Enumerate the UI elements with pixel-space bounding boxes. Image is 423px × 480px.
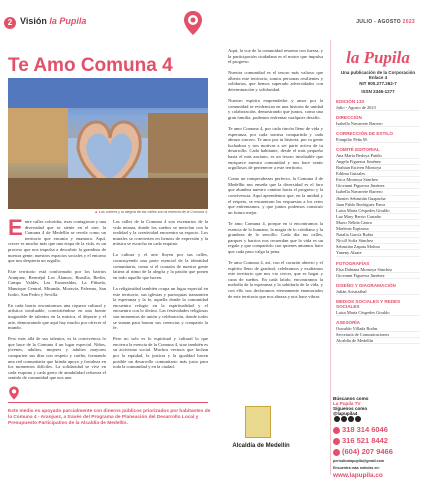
facebook-icon[interactable] (334, 416, 340, 422)
footer-divider (8, 402, 208, 403)
credit-heading: DISEÑO Y DIAGRAMACIÓN (336, 282, 396, 288)
social-label-3: Síguenos como (333, 406, 368, 411)
page-header (0, 0, 423, 44)
article-column-2 (113, 219, 208, 375)
social-label-1: Búscanos como (333, 396, 369, 401)
website-link[interactable]: www.lapupila.co (333, 472, 383, 479)
photo-caption: ▲ Los colores y la alegría de las calles son la esencia de la Comuna 4. (94, 210, 208, 214)
social-handle[interactable]: @lapupila4 (333, 411, 358, 416)
credit-line: Alcaldía de Medellín (336, 338, 420, 344)
phone-icon (333, 449, 340, 456)
credit-heading: CORRECCIÓN DE ESTILO (336, 130, 393, 136)
credit-line: Pompilio Peña M. (336, 137, 420, 143)
heart-hands-image (8, 78, 208, 209)
article-column-3 (228, 48, 323, 305)
article-column-1 (8, 215, 106, 386)
credit-line: Julio - Agosto de 2023 (336, 105, 420, 111)
credit-line: Luz Mary Berrio Castaño (336, 214, 420, 220)
credit-list (336, 289, 420, 295)
phone-mobile-1[interactable]: 318 314 6046 (333, 425, 421, 434)
column-divider (330, 40, 331, 475)
paragraph: Como un rompecabezas perfecto, la Comuna 4 de Medellín nos enseña que la diversidad es el faro que alumbra nuestro camino hacia el progreso y la convivencia. Aquí aprendemos que, en la unidad y el respeto, se encuentran las respuestas a los retos que enfrentamos, y que juntos podemos construir un futuro mejor. (228, 176, 323, 215)
issue-date: JULIO - AGOSTO 2023 (356, 19, 415, 25)
paragraph: Te amo Comuna 4, porque en ti encontramos la esencia de lo humano, la magia de lo cotidiano y la grandeza de lo sencillo. Cada día tus calles, parques y barrios nos recuerdan que la vida es un regalo y que compartirlo con quienes amamos hace que cada paso valga la pena. (228, 220, 323, 254)
article-title: Te Amo Comuna 4 (8, 55, 173, 76)
whatsapp-icon (333, 438, 340, 445)
paragraph: En cada barrio encontramos una riqueza cultural y artística invaluable, convirtiéndose en una fuente inagotable de talentos en la música, el deporte y el arte, demostrando que aquí hay mucho por ofrecer al mundo. (8, 302, 106, 331)
paragraph: Te amo Comuna 4, por cada rincón lleno de vida y esperanza, por cada sonrisa compartida y cada abrazo sincero. Te amo por tu historia, por tu gente luchadora y nos motivas a ser parte activa de tu desarrollo. Cada habitante, desde el más pequeño hasta el más anciano, es un tesoro invaluable que enriquece nuestra comunidad y nos hace sentir orgullosos de pertenecer a este territorio. (228, 126, 323, 171)
credit-list (336, 310, 420, 316)
credit-line: Jhonier Sebastián Guapacha (336, 196, 420, 202)
paragraph: La cultura y el arte fluyen por sus calles, construyendo una parte esencial de la identidad comunitaria, como si el corazón de nuestra gente latiera al ritmo de la alegría y la pasión que ponen en todo aquello que hacen. (113, 252, 208, 280)
credit-line: Juan Pablo Rodríguez Parra (336, 202, 420, 208)
paragraph: La religiosidad también ocupa un lugar especial en este territorio, sus iglesias y parroquias transmiten la esperanza y la fe, aquella donde la comunidad encuentra refugio en la espiritualidad y el encuentro con lo divino. Las festividades religiosas son momentos de unión y celebración, donde todos se suman para honrar sus creencias y compartir la fe. (113, 285, 208, 331)
credit-line: Edilma Guizales (336, 171, 420, 177)
location-pin-icon (182, 10, 204, 36)
email-link[interactable]: periodicolapupila@gmail.com (333, 459, 385, 463)
pupila-logo: la Pupila (346, 48, 410, 67)
credit-line: Erica Montoya Sánchez (336, 177, 420, 183)
credit-line: Isabella Navarrete Barrero (336, 189, 420, 195)
phone-landline[interactable]: (604) 207 9466 (333, 447, 421, 456)
credit-line: Luisa María Céspedes Giraldo (336, 310, 420, 316)
web-label: Encuentra más noticias en: (333, 466, 380, 470)
credit-list (336, 121, 420, 127)
credit-line: Giovanni Figueroa Jiménez (336, 183, 420, 189)
credit-line: Isabella Navarrete Barrero (336, 121, 420, 127)
location-pin-icon (8, 386, 20, 400)
credit-list (336, 326, 420, 344)
credit-heading: COMITÉ EDITORIAL (336, 146, 380, 152)
credit-heading: ASESORÍA (336, 319, 360, 325)
medellin-seal-logo (245, 406, 271, 438)
paragraph: Pero más allá de sus talentos, es la convivencia lo que hace de la Comuna 4 un lugar especial. Niños, jóvenes, adultos, mujeres y adultos mayores comparten sus días con respeto y cariño, formando una red comunitaria que brinda apoyo y fortaleza en los momentos difíciles. La solidaridad se vive en cada esquina y cada gesto de amabilidad refuerza el sentido de comunidad que nos une. (8, 336, 106, 381)
paragraph: Las calles de la Comuna 4 son escenarios de la vida misma, donde los sueños se mezclan con la realidad y la creatividad encuentra su espacio. Los murales se convierten en lienzos de expresión y la música se escucha en cada esquina. (113, 219, 208, 247)
credit-line: Mario Nélida Castro (336, 220, 420, 226)
credit-list (336, 153, 420, 257)
social-channel[interactable]: La Pupila TV (333, 401, 361, 406)
credit-line: Sebastián Zapata Molina (336, 244, 420, 250)
credit-list (336, 137, 420, 143)
credit-heading: FOTOGRAFÍAS (336, 260, 370, 266)
masthead-sidebar (336, 40, 420, 344)
credit-line: Secretaría de Comunicaciones (336, 332, 420, 338)
publisher-info: Una publicación de la Corporación Enlace 4 NIT 900.277.262-7 ISSN 2346-1277 (340, 70, 416, 95)
credit-list (336, 105, 420, 111)
paragraph: Entre calles coloridas, risas contagiosas y una diversidad que se siente en el aire, la Comuna 4 de Medellín se revela como un territorio que encanta y enamora. Aquí, crecer es mucho más que una etapa de la vida, es un proceso que nos impulsa a descubrir la grandeza de nuestra gente, nuestros espacios sociales y el entorno que nos despierta un orgullo. (8, 215, 106, 264)
page-number: 2 (4, 17, 16, 29)
paragraph: Te amo Comuna 4, así, con el corazón abierto y el espíritu lleno de gratitud, celebramos y exaltamos este territorio que nos vio crecer, que es hogar y cuna de sueños. En cada latido, encontramos la melodía de la esperanza y la sabiduría de la vida, y con ello nos declaramos eternamente enamorados de este territorio que nos abraza y nos hace vibrar. (228, 260, 323, 299)
sponsor-name: Alcaldía de Medellín (232, 443, 290, 449)
instagram-icon[interactable] (341, 416, 347, 422)
credit-line: Brahian Estiven Montoya (336, 165, 420, 171)
article-photo (8, 78, 208, 209)
credit-heading: MEDIOS SOCIALES Y REDES SOCIALES (336, 298, 401, 309)
credit-line: Julián Aristizábal (336, 289, 420, 295)
paragraph: Pero no solo es lo espiritual y cultural lo que encierra la esencia de la Comuna 4, sino también es su activismo social. Muchos vecinos que luchan por la equidad, la justicia y la igualdad hacen posible un desarrollo comunitario más justo para toda la comunidad y en la ciudad. (113, 336, 208, 370)
credit-line: Angela Figueroa Jiménez (336, 159, 420, 165)
phone-mobile-2[interactable]: 316 521 8442 (333, 436, 421, 445)
paragraph: Aquí, la voz de la comunidad resuena con fuerza, y la participación ciudadana es el motor que impulsa el progreso. (228, 48, 323, 65)
funding-note: Este medio es apoyado parcialmente con dineros públicos priorizados por habitantes de la Comuna 4 - Aranjuez, a través del Programa de Planeación del Desarrollo Local y Presupuesto Participativo de la Alcaldía de Medellín. (8, 409, 211, 426)
credit-heading: DIRECCIÓN (336, 114, 362, 120)
credit-line: Natalia García Rubia (336, 232, 420, 238)
credit-line: Yaneny Alzate (336, 250, 420, 256)
youtube-icon[interactable] (348, 416, 354, 422)
credit-line: Ana María Bedoya Patiño (336, 153, 420, 159)
whatsapp-icon (333, 427, 340, 434)
contact-block (333, 396, 421, 479)
paragraph: Nuestra comunidad es el tesoro más valioso que alberta este territorio, somos personas resilientes y solidarias, que hemos superado adversidades con determinación y solidaridad. (228, 70, 323, 93)
paragraph: Este territorio está conformado por los barrios Aranjuez, Berméjal Los Álamos, Brasilia, Berlín, Campo Valdés, Las Esmeraldas, La Piñuela, Manrique Central, Miranda, Moravia, Palermo, San Isidro, San Pedro y Sevilla. (8, 269, 106, 297)
tiktok-icon[interactable] (355, 416, 361, 422)
credit-line: Oswaldo Villada Rodas (336, 326, 420, 332)
credit-heading: EDICIÓN 133 (336, 98, 365, 104)
credit-line: Nicoll Sofía Sánchez (336, 238, 420, 244)
brand-title: Visión la Pupila (20, 16, 87, 26)
credit-line: Luisa María Céspedes Giraldo (336, 208, 420, 214)
paragraph: Nuestro espíritu emprendedor y amor por la comunidad se evidencian en una historia de unidad y colaboración, demostrando que juntos, como una gran familia, podemos enfrentar cualquier desafío. (228, 98, 323, 120)
credit-line: Giovanni Figueroa Jiménez (336, 273, 420, 279)
masthead-credits (336, 99, 420, 345)
credit-line: Elsa Dahiana Montoya Sánchez (336, 267, 420, 273)
credit-list (336, 267, 420, 279)
credit-line: Marlenis Espinosa (336, 226, 420, 232)
social-icons (333, 416, 421, 423)
